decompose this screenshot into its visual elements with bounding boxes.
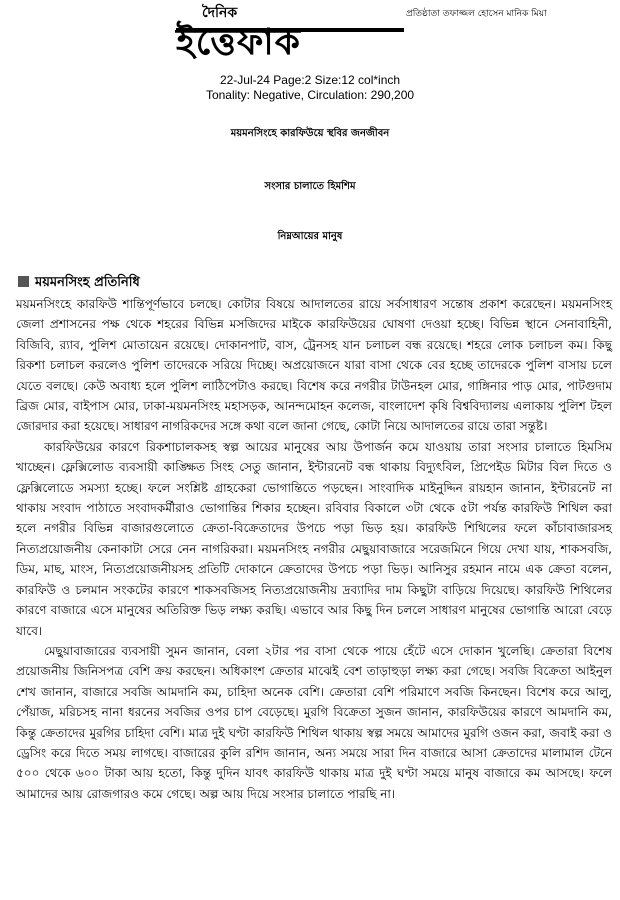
article-kicker: ময়মনসিংহে কারফিউয়ে স্থবির জনজীবন [230, 128, 390, 139]
article-paragraph-3: মেছুয়াবাজারের ব্যবসায়ী সুমন জানান, বেলা ২টার পর বাসা থেকে পায়ে হেঁটে এসে দোকান খুলেছি। ক্রেতারা বিশেষ প্রয়োজনীয় জিনিসপত্র বেশি ক্রয় করছেন। অধিকাংশ ক্রেতার মাঝেই বেশ তাড়াহুড়া লক্ষ্য করা গেছে। সবজি বিক্রেতা আইনুল শেখ জানান, বাজারে সবজি আমদানি কম, চাহিদা অনেক বেশি। ক্রেতারা বেশি পরিমাণে সবজি কিনছেন। বিশেষ করে আলু, পেঁয়াজ, মরিচসহ নানা ধরনের সবজির ওপর চাপ বেড়েছে। মুরগি বিক্রেতা সুজন জানান, কারফিউয়ের কারণে আমদানি কম, কিন্তু ক্রেতাদের মুরগির চাহিদা বেশি। মাত্র দুই ঘণ্টা কারফিউ শিথিল থাকায় স্বল্প সময়ে আমাদের মুরগি ওজন করা, জবাই করা ও ড্রেসিং করে দিতে সময় লাগছে। বাজারের কুলি রশিদ জানান, অন্য সময়ে সারা দিন বাজারে আসা ক্রেতাদের মালামাল টেনে ৫০০ থেকে ৬০০ টাকা আয় হতো, কিন্তু দুদিন যাবৎ কারফিউ থাকায় মাত্র দুই ঘণ্টা সময়ে মানুষ বাজারে কম আসছে। ফলে আমাদের আয় রোজগারও কমে গেছে। অল্প আয় দিয়ে সংসার চালাতে পারছি না। [16, 643, 612, 801]
clip-meta: Tonality: Negative, Circulation: 290,200 [205, 88, 415, 102]
founder-line: প্রতিষ্ঠাতা তফাজ্জল হোসেন মানিক মিয়া [406, 9, 547, 19]
article-paragraph-2: কারফিউয়ের কারণে রিকশাচালকসহ স্বল্প আয়ের মানুষের আয় উপার্জন কমে যাওয়ায় তারা সংসার চালাতে হিমসিম খাচ্ছেন। ফ্লেক্সিলোড ব্যবসায়ী কাঙ্ক্ষিত সিংহ সেতু জানান, ইন্টারনেট বন্ধ থাকায় বিদ্যুৎবিল, প্রিপেইড মিটার বিল দিতে ও ফ্লেক্সিলোডে সমস্যা হচ্ছে। ফলে সংশ্লিষ্ট গ্রাহকেরা ভোগান্তিতে পড়ছেন। সাংবাদিক মাইনুদ্দিন রায়হান জানান, ইন্টারনেট না থাকায় সংবাদ পাঠাতে সংবাদকর্মীরাও ভোগান্তির শিকার হচ্ছেন। রবিবার বিকালে ৩টা থেকে ৫টা পর্যন্ত কারফিউ শিথিল করা হলে নগরীর বিভিন্ন বাজারগুলোতে ক্রেতা-বিক্রেতাদের উপচে পড়া ভিড় হয়। কারফিউ শিথিলের ফলে কাঁচাবাজারসহ নিত্যপ্রয়োজনীয় কেনাকাটা সেরে নেন নাগরিকরা। ময়মনসিংহ নগরীর মেছুয়াবাজারে সরেজমিনে গিয়ে দেখা যায়, শাকসবজি, ডিম, মাছ, মাংস, নিত্যপ্রয়োজনীয়সহ প্রতিটি দোকানে ক্রেতাদের উপচে পড়া ভিড়। আনিসুর রহমান নামে এক ক্রেতা বলেন, কারফিউ ও চলমান সংকটের কারণে শাকসবজিসহ নিত্যপ্রয়োজনীয় দ্রব্যাদির দাম কিছুটা বাড়িয়ে দিয়েছে। কারফিউ শিথিলের কারণে বাজারে এসে মানুষের অতিরিক্ত ভিড় লক্ষ্য করছি। এভাবে আর কিছু দিন চললে সাধারণ মানুষের ভোগান্তি আরো বেড়ে যাবে। [16, 439, 612, 638]
logo-daily-word: দৈনিক [202, 5, 238, 21]
newspaper-logo [176, 4, 404, 70]
logo-name: ইত্তেফাক [176, 22, 301, 63]
headline-line-1: সংসার চালাতে হিমশিম [264, 181, 356, 192]
article-headline [0, 162, 620, 262]
headline-line-2: নিম্নআয়ের মানুষ [277, 231, 343, 242]
article-paragraph-1: ময়মনসিংহে কারফিউ শান্তিপূর্ণভাবে চলছে। কোটার বিষয়ে আদালতের রায়ে সর্বসাধারণ সন্তোষ প্রকাশ করেছেন। ময়মনসিংহ জেলা প্রশাসনের পক্ষ থেকে শহরের বিভিন্ন মসজিদের মাইকে কারফিউয়ের ঘোষণা দেওয়া হচ্ছে। বিভিন্ন স্থানে সেনাবাহিনী, বিজিবি, র‌্যাব, পুলিশ মোতায়েন রয়েছে। দোকানপাট, বাস, ট্রেনসহ যান চলাচল বন্ধ রয়েছে। শহরে লোক চলাচল কম। কিছু রিকশা চলাচল করলেও পুলিশ তাদেরকে সরিয়ে দিচ্ছে। অপ্রয়োজনে যারা বাসা থেকে বের হচ্ছে তাদেরকে পুলিশ বাসায় চলে যেতে বলছে। কেউ অবাধ্য হলে পুলিশ লাঠিপেটাও করছে। বিশেষ করে নগরীর টাউনহল মোর, গাঙ্গিনার পাড় মোর, পাটগুদাম ব্রিজ মোর, বাইপাস মোর, ঢাকা-ময়মনসিংহ মহাসড়ক, আনন্দমোহন কলেজ, বাংলাদেশ কৃষি বিশ্ববিদ্যালয় এলাকায় পুলিশ টহল জোরদার করা হয়েছে। সাধারণ নাগরিকদের সঙ্গে কথা বলে জানা গেছে, কোটা নিয়ে আদালতের রায়ে তারা সন্তুষ্ট। [16, 297, 612, 434]
masthead [0, 0, 620, 106]
clip-info: 22-Jul-24 Page:2 Size:12 col*inch [219, 73, 401, 87]
article-body [16, 294, 612, 804]
byline-text: ময়মনসিংহ প্রতিনিধি [35, 275, 140, 290]
byline-square-icon [18, 276, 29, 287]
byline [18, 274, 140, 292]
